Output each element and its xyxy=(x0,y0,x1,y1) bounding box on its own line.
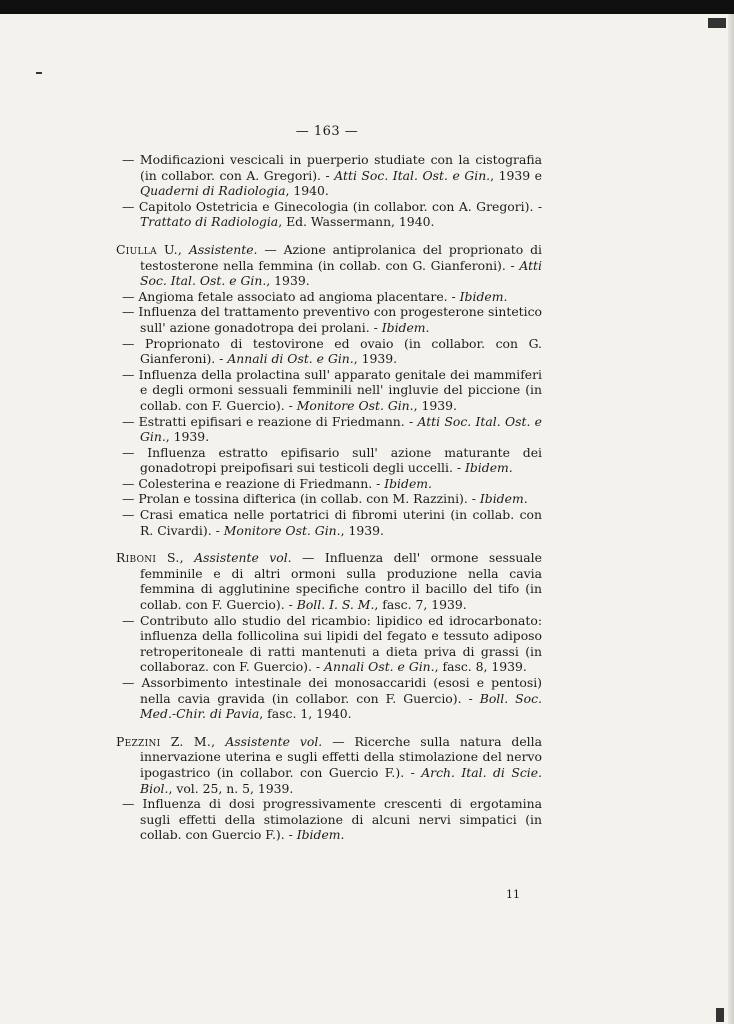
list-item xyxy=(116,336,542,367)
author-entry xyxy=(116,242,542,289)
entry-tail: , 1939 e xyxy=(490,167,542,183)
entry-source: Ibidem. xyxy=(464,460,513,476)
entry-text: — Influenza estratto epifisario sull' azione maturante dei gonadotropi preipofisari sui testicoli degli uccelli. - xyxy=(122,444,542,476)
entry-text: — Azione antiprolanica del proprionato di testosterone nella femmina (in collab. con G. Gianferoni). - xyxy=(140,241,542,273)
entry-source: Ibidem. xyxy=(296,827,345,843)
entry-tail: , 1939. xyxy=(165,429,210,445)
entry-source: Annali Ost. e Gin. xyxy=(324,659,435,675)
entry-tail: , Ed. Wassermann, 1940. xyxy=(278,214,435,230)
entry-text: — Crasi ematica nelle portatrici di fibromi uterini (in collab. con R. Civardi). - xyxy=(122,507,542,538)
entry-text: — Influenza di dosi progressivamente crescenti di ergotamina sugli effetti della stimolazione di alcuni nervi simpatici (in collab. con Guercio F.). - xyxy=(122,796,542,843)
list-item xyxy=(116,613,542,675)
list-item xyxy=(116,199,542,230)
author-name: Riboni S., xyxy=(116,550,184,566)
entry-tail: , 1940. xyxy=(285,183,329,199)
scan-speck xyxy=(716,1008,724,1022)
author-entry xyxy=(116,734,542,796)
entry-tail: , 1939. xyxy=(340,522,384,538)
entry-text: — Modificazioni vescicali in puerperio studiate con la cistografia (in collabor. con A. Gregori). - xyxy=(122,152,542,183)
list-item xyxy=(116,796,542,843)
entry-text: — Capitolo Ostetricia e Ginecologia (in collabor. con A. Gregori). - xyxy=(122,198,542,214)
entry-tail: , 1939. xyxy=(266,273,310,289)
entry-text: — Contributo allo studio del ricambio: lipidico ed idrocarbonato: influenza della follicolina sui lipidi del fegato e tessuto adiposo retroperitoneale di ratti mantenuti a dieta priva di grassi (in collaboraz. con F. Guercio). - xyxy=(122,612,542,675)
author-name: Ciulla U., xyxy=(116,241,183,257)
entry-source: Atti Soc. Ital. Ost. e Gin. xyxy=(140,413,542,445)
entry-text: — Prolan e tossina difterica (in collab. con M. Razzini). - xyxy=(122,491,480,507)
entry-source: Monitore Ost. Gin. xyxy=(296,397,414,413)
page-number: — 163 — xyxy=(295,124,359,139)
entry-source: Ibidem. xyxy=(459,288,508,304)
list-item xyxy=(116,152,542,199)
scan-speck xyxy=(708,18,726,28)
entry-source: Boll. Soc. Med.-Chir. di Pavia xyxy=(140,690,542,722)
entry-tail: , fasc. 7, 1939. xyxy=(374,597,467,613)
list-item xyxy=(116,304,542,335)
entry-source: Monitore Ost. Gin. xyxy=(223,522,341,538)
entry-text: — Influenza dell' ormone sessuale femminile e di altri ormoni sulla produzione nella cavia femmina di agglutinine specifiche contro il bacillo del tifo (in collab. con F. Guercio). - xyxy=(140,550,542,613)
author-name: Pezzini Z. M., xyxy=(116,733,216,749)
list-item xyxy=(116,445,542,476)
entry-source: Trattato di Radiologia xyxy=(140,214,279,230)
entry-text: — Estratti epifisari e reazione di Friedmann. - xyxy=(122,413,418,429)
list-item xyxy=(116,491,542,507)
list-item xyxy=(116,414,542,445)
entry-text: — Angioma fetale associato ad angioma placentare. - xyxy=(122,288,460,304)
entry-source: Atti Soc. Ital. Ost. e Gin. xyxy=(140,257,542,289)
bibliography-list xyxy=(116,152,542,843)
entry-text: — Assorbimento intestinale dei monosaccaridi (esosi e pentosi) nella cavia gravida (in collabor. con F. Guercio). - xyxy=(122,675,542,706)
entry-text: — Influenza del trattamento preventivo con progesterone sintetico sull' azione gonadotropa dei prolani. - xyxy=(122,304,542,335)
list-item xyxy=(116,289,542,305)
author-role: Assistente vol. xyxy=(225,733,323,749)
list-item xyxy=(116,367,542,414)
list-item xyxy=(116,476,542,492)
entry-text: — Proprionato di testovirone ed ovaio (in collabor. con G. Gianferoni). - xyxy=(122,335,542,367)
entry-source: Quaderni di Radiologia xyxy=(140,183,286,199)
entry-tail: , fasc. 1, 1940. xyxy=(259,706,352,722)
entry-text: — Ricerche sulla natura della innervazione uterina e sugli effetti della stimolazione del nervo ipogastrico (in collabor. con Guercio F.). - xyxy=(140,733,542,780)
entry-text: — Influenza della prolactina sull' apparato genitale dei mammiferi e degli ormoni sessuali femminili nell' ingluvie del piccione (in collab. con F. Guercio). - xyxy=(122,366,542,413)
entry-tail: , fasc. 8, 1939. xyxy=(434,659,527,675)
entry-source: Ibidem. xyxy=(381,319,430,335)
list-item xyxy=(116,507,542,538)
entry-source: Annali di Ost. e Gin. xyxy=(227,351,354,367)
author-role: Assistente vol. xyxy=(194,550,292,566)
signature-mark: 11 xyxy=(506,888,520,901)
author-role: Assistente. xyxy=(188,241,258,257)
entry-tail: , 1939. xyxy=(413,397,457,413)
entry-source: Ibidem. xyxy=(479,491,528,507)
scan-top-border xyxy=(0,0,734,14)
entry-source: Atti Soc. Ital. Ost. e Gin. xyxy=(334,167,491,183)
entry-source: Ibidem. xyxy=(384,475,432,491)
entry-tail: , vol. 25, n. 5, 1939. xyxy=(168,780,294,796)
scan-speck xyxy=(36,72,42,74)
entry-source: Arch. Ital. di Scie. Biol. xyxy=(140,764,542,796)
entry-tail: , 1939. xyxy=(353,351,398,367)
author-entry xyxy=(116,550,542,612)
scan-right-edge xyxy=(728,14,734,1024)
entry-source: Boll. I. S. M. xyxy=(296,597,375,613)
list-item xyxy=(116,675,542,722)
entry-text: — Colesterina e reazione di Friedmann. - xyxy=(122,475,385,491)
